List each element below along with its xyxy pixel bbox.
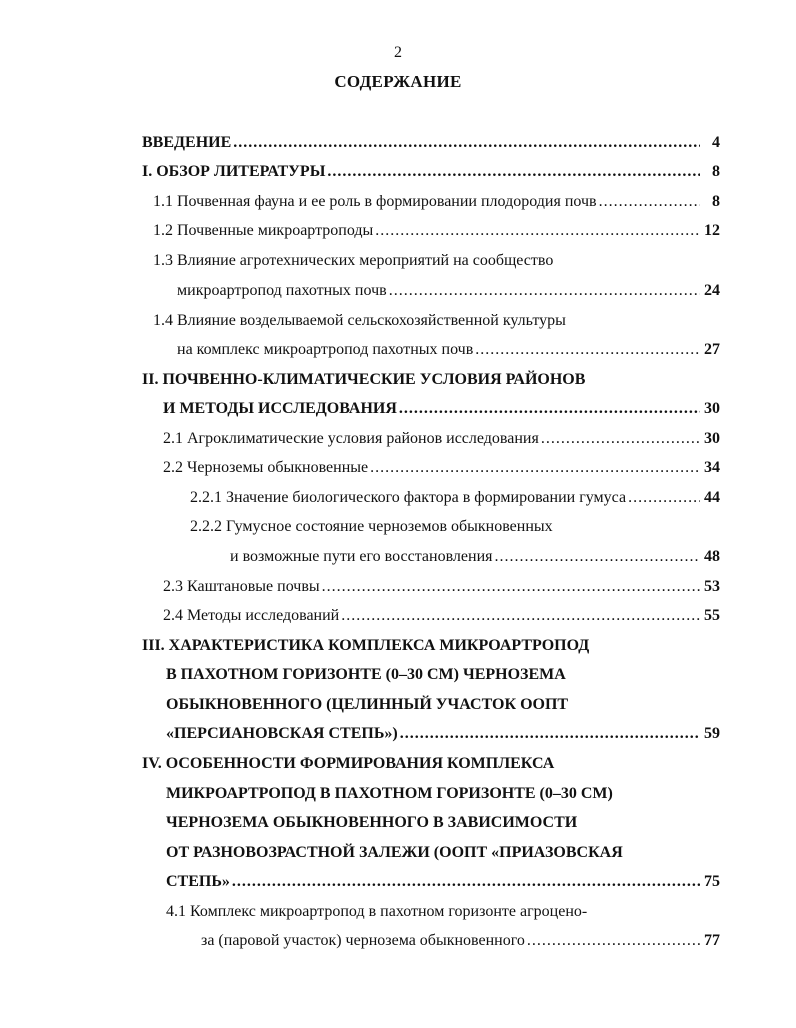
- toc-entry-2-2-1[interactable]: [190, 486, 720, 510]
- toc-entry-chapter-4-line3: [166, 811, 720, 835]
- dot-leader: [375, 219, 700, 243]
- toc-entry-2-2[interactable]: [163, 456, 720, 480]
- toc-entry-text: И МЕТОДЫ ИССЛЕДОВАНИЯ: [163, 400, 397, 417]
- toc-entry-chapter-4-line1: [142, 752, 720, 776]
- dot-leader: [322, 575, 700, 599]
- toc-entry-text: ЧЕРНОЗЕМА ОБЫКНОВЕННОГО В ЗАВИСИМОСТИ: [166, 814, 578, 831]
- toc-entry-text: ВВЕДЕНИЕ: [142, 134, 232, 151]
- toc-entry-page: 24: [704, 282, 720, 299]
- toc-entry-text: 2.1 Агроклиматические условия районов исследования: [163, 430, 539, 447]
- toc-entry-chapter-3-line3: [166, 693, 720, 717]
- toc-entry-page: 48: [704, 548, 720, 565]
- toc-entry-page: 27: [704, 341, 720, 358]
- toc-entry-2-2-2[interactable]: [230, 545, 720, 569]
- toc-entry-page: 12: [704, 222, 720, 239]
- toc-entry-text: 1.3 Влияние агротехнических мероприятий на сообщество: [153, 252, 554, 269]
- dot-leader: [475, 338, 700, 362]
- toc-entry-chapter-4[interactable]: [166, 870, 720, 894]
- toc-entry-text: 4.1 Комплекс микроартропод в пахотном горизонте агроцено-: [166, 903, 588, 920]
- dot-leader: [370, 456, 700, 480]
- toc-entry-page: 4: [712, 134, 720, 151]
- page-title: СОДЕРЖАНИЕ: [334, 72, 462, 91]
- toc-entry-chapter-2[interactable]: [163, 397, 720, 421]
- toc-entry-4-1[interactable]: [201, 929, 720, 953]
- toc-entry-page: 8: [712, 163, 720, 180]
- dot-leader: [400, 722, 700, 746]
- toc-entry-text: МИКРОАРТРОПОД В ПАХОТНОМ ГОРИЗОНТЕ (0–30 СМ): [166, 785, 613, 802]
- toc-entry-text: за (паровой участок) чернозема обыкновенного: [201, 932, 525, 949]
- toc-entry-text: 2.2 Черноземы обыкновенные: [163, 459, 369, 476]
- toc-entry-text: ОБЫКНОВЕННОГО (ЦЕЛИННЫЙ УЧАСТОК ООПТ: [166, 696, 569, 713]
- toc-entry-introduction[interactable]: [142, 131, 720, 155]
- toc-entry-text: В ПАХОТНОМ ГОРИЗОНТЕ (0–30 СМ) ЧЕРНОЗЕМА: [166, 666, 566, 683]
- toc-entry-2-4[interactable]: [163, 604, 720, 628]
- toc-entry-text: 1.2 Почвенные микроартроподы: [153, 222, 374, 239]
- toc-entry-text: 2.2.1 Значение биологического фактора в формировании гумуса: [190, 489, 627, 506]
- toc-entry-chapter-3-line2: [166, 663, 720, 687]
- dot-leader: [232, 870, 700, 894]
- toc-entry-chapter-4-line4: [166, 841, 720, 865]
- toc-entry-text: 1.4 Влияние возделываемой сельскохозяйственной культуры: [153, 312, 566, 329]
- toc-entry-1-3-line1: [153, 249, 720, 273]
- dot-leader: [628, 486, 700, 510]
- toc-entry-chapter-4-line2: [166, 782, 720, 806]
- toc-entry-page: 53: [704, 578, 720, 595]
- toc-entry-text: и возможные пути его восстановления: [230, 548, 493, 565]
- dot-leader: [399, 397, 700, 421]
- toc-entry-text: 1.1 Почвенная фауна и ее роль в формировании плодородия почв: [153, 193, 597, 210]
- toc-entry-1-4-line1: [153, 309, 720, 333]
- toc-entry-text: 2.2.2 Гумусное состояние черноземов обыкновенных: [190, 518, 553, 535]
- toc-entry-text: III. ХАРАКТЕРИСТИКА КОМПЛЕКСА МИКРОАРТРОПОД: [142, 637, 590, 654]
- toc-entry-text: СТЕПЬ»: [166, 873, 230, 890]
- toc-entry-chapter-1[interactable]: [142, 160, 720, 184]
- toc-entry-text: на комплекс микроартропод пахотных почв: [177, 341, 474, 358]
- dot-leader: [527, 929, 700, 953]
- toc-entry-1-4[interactable]: [177, 338, 720, 362]
- toc-entry-chapter-3-line1: [142, 634, 720, 658]
- dot-leader: [541, 427, 700, 451]
- toc-entry-page: 30: [704, 400, 720, 417]
- page-number: 2: [394, 44, 402, 61]
- dot-leader: [599, 190, 700, 214]
- dot-leader: [495, 545, 701, 569]
- toc-entry-page: 75: [704, 873, 720, 890]
- toc-entry-text: IV. ОСОБЕННОСТИ ФОРМИРОВАНИЯ КОМПЛЕКСА: [142, 755, 555, 772]
- toc-entry-text: «ПЕРСИАНОВСКАЯ СТЕПЬ»): [166, 725, 398, 742]
- toc-entry-page: 44: [704, 489, 720, 506]
- toc-entry-page: 55: [704, 607, 720, 624]
- toc-entry-chapter-2-line1: [142, 368, 720, 392]
- toc-entry-4-1-line1: [166, 900, 720, 924]
- toc-entry-text: микроартропод пахотных почв: [177, 282, 387, 299]
- toc-entry-page: 30: [704, 430, 720, 447]
- toc-entry-chapter-3[interactable]: [166, 722, 720, 746]
- toc-entry-1-2[interactable]: [153, 219, 720, 243]
- toc-entry-page: 8: [712, 193, 720, 210]
- dot-leader: [233, 131, 700, 155]
- toc-entry-2-2-2-line1: [190, 515, 720, 539]
- dot-leader: [389, 279, 700, 303]
- toc-entry-2-1[interactable]: [163, 427, 720, 451]
- toc-entry-text: II. ПОЧВЕННО-КЛИМАТИЧЕСКИЕ УСЛОВИЯ РАЙОНОВ: [142, 371, 586, 388]
- toc-entry-1-3[interactable]: [177, 279, 720, 303]
- toc-entry-page: 34: [704, 459, 720, 476]
- toc-entry-text: 2.4 Методы исследований: [163, 607, 340, 624]
- toc-entry-page: 77: [704, 932, 720, 949]
- toc-entry-1-1[interactable]: [153, 190, 720, 214]
- toc-entry-page: 59: [704, 725, 720, 742]
- toc-entry-text: I. ОБЗОР ЛИТЕРАТУРЫ: [142, 163, 326, 180]
- toc-entry-text: 2.3 Каштановые почвы: [163, 578, 320, 595]
- toc-entry-text: ОТ РАЗНОВОЗРАСТНОЙ ЗАЛЕЖИ (ООПТ «ПРИАЗОВСКАЯ: [166, 844, 623, 861]
- dot-leader: [327, 160, 700, 184]
- toc-entry-2-3[interactable]: [163, 575, 720, 599]
- dot-leader: [341, 604, 700, 628]
